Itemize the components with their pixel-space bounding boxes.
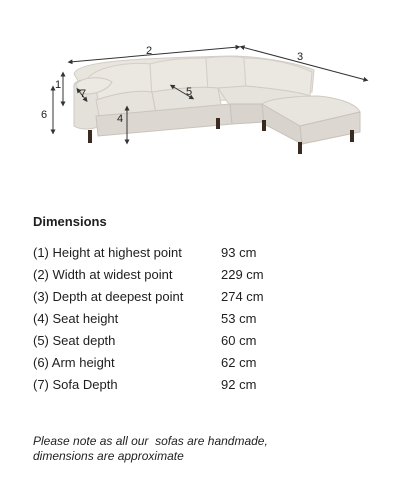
dimension-label: (5) Seat depth: [33, 333, 116, 348]
dimension-label: (1) Height at highest point: [33, 245, 182, 260]
sofa-leg: [262, 120, 266, 131]
callout-5: 5: [186, 86, 193, 98]
dimension-row: [33, 286, 333, 308]
callout-1: 1: [55, 79, 62, 91]
note-line-1: Please note as all our sofas are handmade,: [33, 434, 268, 448]
dimension-label: (4) Seat height: [33, 311, 119, 326]
sofa-drawing: [74, 56, 360, 154]
sofa-leg: [298, 142, 302, 154]
callout-2: 2: [146, 45, 153, 57]
dimension-label: (7) Sofa Depth: [33, 377, 118, 392]
dimension-value: 53 cm: [221, 311, 257, 326]
dimension-row: [33, 264, 333, 286]
dimension-value: 93 cm: [221, 245, 257, 260]
dimension-value: 60 cm: [221, 333, 257, 348]
sofa-leg: [350, 130, 354, 142]
callout-4: 4: [117, 113, 124, 125]
corner-base-front: [230, 104, 264, 124]
dimension-row: [33, 352, 333, 374]
dimension-value: 62 cm: [221, 355, 257, 370]
dimension-row: [33, 308, 333, 330]
dimension-row: [33, 330, 333, 352]
dimension-row: [33, 374, 333, 396]
callout-3: 3: [297, 51, 304, 63]
sofa-dimension-illustration: [0, 0, 400, 200]
dimension-row: [33, 242, 333, 264]
sofa-leg: [216, 118, 220, 129]
note-line-2: dimensions are approximate: [33, 449, 184, 463]
dimension-label: (3) Depth at deepest point: [33, 289, 184, 304]
dimension-value: 229 cm: [221, 267, 264, 282]
sofa-leg: [88, 130, 92, 143]
callout-7: 7: [80, 88, 87, 100]
dimension-value: 92 cm: [221, 377, 257, 392]
dimension-label: (2) Width at widest point: [33, 267, 173, 282]
dimension-label: (6) Arm height: [33, 355, 115, 370]
handmade-note: [33, 434, 363, 464]
dimensions-table: [33, 242, 333, 396]
dimensions-title: Dimensions: [33, 214, 107, 229]
dimension-value: 274 cm: [221, 289, 264, 304]
callout-6: 6: [41, 109, 48, 121]
